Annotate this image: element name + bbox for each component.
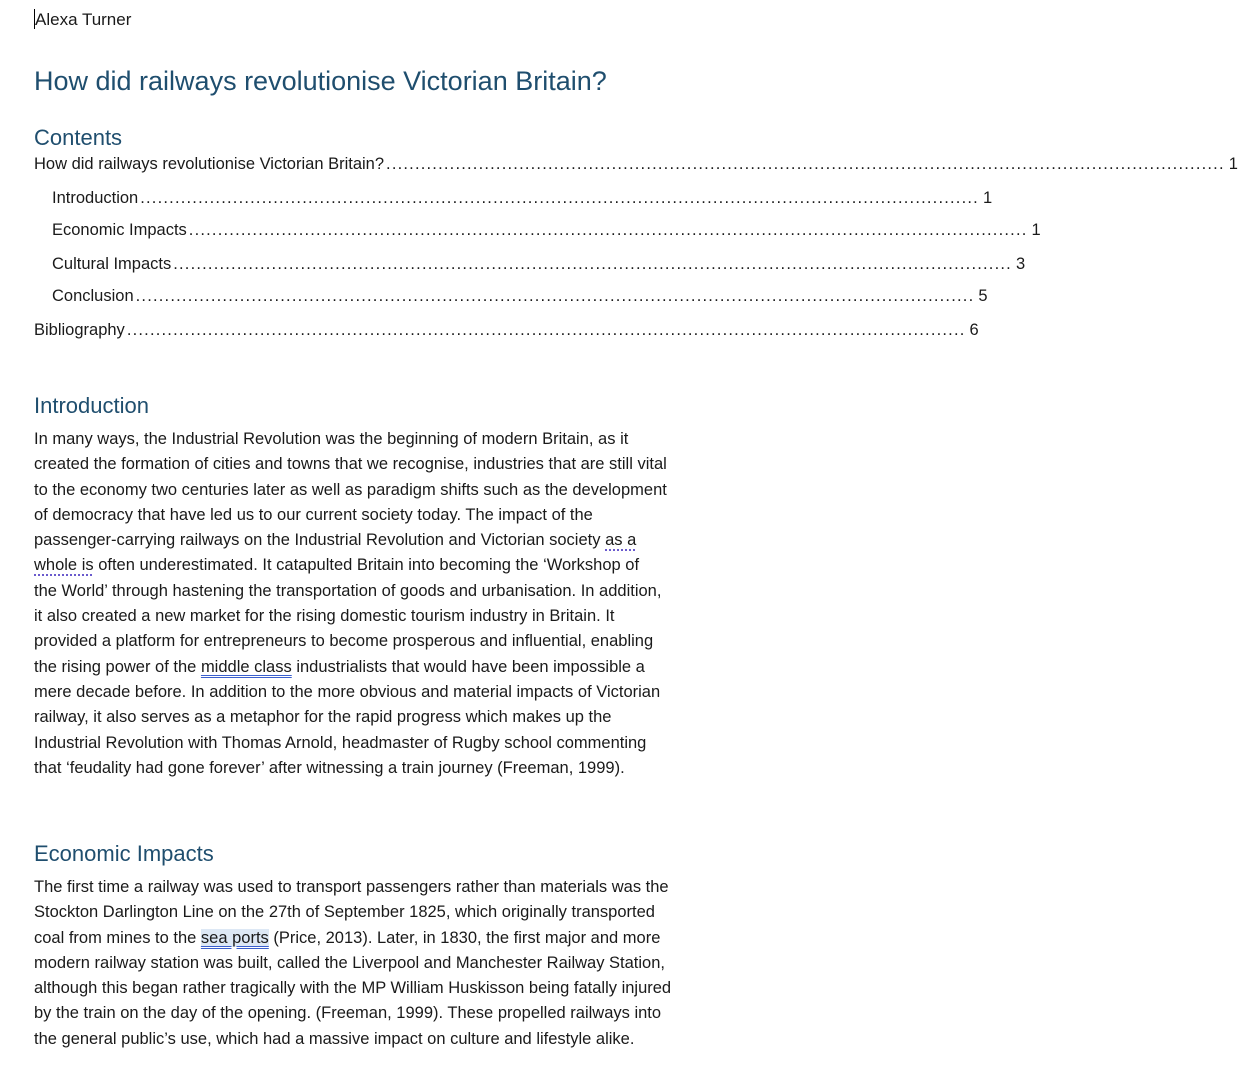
paragraph-line: [34, 604, 714, 629]
toc-dot-leader: .................................................................................................................................................: [135, 287, 975, 305]
paragraph-line: [34, 705, 714, 730]
text-run: the World’ through hastening the transportation of goods and urbanisation. In addition,: [34, 581, 662, 600]
toc-dot-leader: .................................................................................................................................................: [173, 255, 1012, 273]
toc-entry-page: 6: [969, 321, 979, 339]
economic-impacts-paragraph[interactable]: [34, 875, 714, 1052]
paragraph-line: [34, 1027, 714, 1052]
paragraph-line: [34, 553, 714, 578]
toc-entry[interactable]: [34, 319, 979, 341]
toc-entry-label: Conclusion: [52, 287, 134, 305]
author-name: Alexa Turner: [35, 10, 132, 29]
text-run: by the train on the day of the opening. (Freeman, 1999). These propelled railways into: [34, 1004, 662, 1023]
text-run: that ‘feudality had gone forever’ after witnessing a train journey (Freeman, 1999).: [34, 758, 625, 777]
document-title: How did railways revolutionise Victorian Britain?: [34, 66, 607, 96]
text-run: created the formation of cities and towns that we recognise, industries that are still vital: [34, 455, 667, 474]
toc-dot-leader: .................................................................................................................................................: [126, 321, 966, 339]
paragraph-line: [34, 629, 714, 654]
text-run: often underestimated. It catapulted Britain into becoming the ‘Workshop of: [93, 556, 640, 575]
paragraph-line: [34, 427, 714, 452]
text-run: the general public’s use, which had a massive impact on culture and lifestyle alike.: [34, 1029, 635, 1048]
text-run: provided a platform for entrepreneurs to become prosperous and influential, enabling: [34, 632, 654, 651]
text-run: mere decade before. In addition to the more obvious and material impacts of Victorian: [34, 682, 661, 701]
text-run: In many ways, the Industrial Revolution was the beginning of modern Britain, as it: [34, 430, 629, 448]
paragraph-line: [34, 478, 714, 503]
text-run: of democracy that have led us to our current society today. The impact of the: [34, 505, 593, 524]
text-run: although this began rather tragically with the MP William Huskisson being fatally injured: [34, 979, 672, 998]
toc-dot-leader: .................................................................................................................................................: [386, 155, 1225, 173]
text-run: (Price, 2013). Later, in 1830, the first major and more: [268, 928, 661, 947]
grammar-suggestion[interactable]: whole is: [34, 556, 94, 575]
text-run: industrialists that would have been impossible a: [291, 657, 645, 676]
introduction-paragraph[interactable]: [34, 427, 714, 781]
paragraph-line: [34, 900, 714, 925]
paragraph-line: [34, 655, 714, 680]
contents-heading: Contents: [34, 125, 123, 150]
toc-entry-label: How did railways revolutionise Victorian Britain?: [34, 155, 385, 173]
text-run: Industrial Revolution with Thomas Arnold, headmaster of Rugby school commenting: [34, 733, 647, 752]
paragraph-line: [34, 503, 714, 528]
paragraph-line: [34, 875, 714, 900]
text-run: modern railway station was built, called the Liverpool and Manchester Railway Station,: [34, 953, 665, 972]
grammar-suggestion[interactable]: as a: [605, 531, 637, 550]
text-run: it also created a new market for the rising domestic tourism industry in Britain. It: [34, 607, 615, 626]
toc-entry[interactable]: [52, 219, 1041, 241]
toc-entry-page: 1: [1228, 155, 1238, 173]
paragraph-line: [34, 452, 714, 477]
toc-entry-label: Economic Impacts: [52, 221, 187, 239]
text-run: coal from mines to the: [34, 928, 201, 947]
paragraph-line: [34, 926, 714, 951]
text-run: to the economy two centuries later as well as paradigm shifts such as the development: [34, 480, 667, 499]
economic-impacts-heading: Economic Impacts: [34, 841, 214, 866]
paragraph-line: [34, 1001, 714, 1026]
text-run: The first time a railway was used to transport passengers rather than materials was the: [34, 878, 669, 896]
paragraph-line: [34, 731, 714, 756]
text-run: railway, it also serves as a metaphor for the rapid progress which makes up the: [34, 708, 612, 727]
toc-entry[interactable]: [52, 285, 988, 307]
text-run: the rising power of the: [34, 657, 201, 676]
paragraph-line: [34, 528, 714, 553]
toc-entry[interactable]: [52, 187, 993, 209]
author-line[interactable]: [34, 9, 131, 31]
paragraph-line: [34, 756, 714, 781]
paragraph-line: [34, 951, 714, 976]
toc-entry-label: Cultural Impacts: [52, 255, 172, 273]
toc-entry-label: Introduction: [52, 189, 139, 207]
toc-entry-page: 1: [982, 189, 993, 207]
introduction-heading: Introduction: [34, 393, 149, 418]
style-suggestion[interactable]: middle class: [200, 657, 292, 676]
toc-entry-page: 3: [1015, 255, 1026, 273]
text-run: Stockton Darlington Line on the 27th of September 1825, which originally transported: [34, 903, 655, 922]
toc-entry-label: Bibliography: [34, 321, 125, 339]
paragraph-line: [34, 680, 714, 705]
paragraph-line: [34, 579, 714, 604]
toc-dot-leader: .................................................................................................................................................: [188, 221, 1028, 239]
toc-entry-page: 5: [978, 287, 988, 305]
toc-dot-leader: .................................................................................................................................................: [140, 189, 979, 207]
toc-entry[interactable]: [34, 153, 1238, 175]
paragraph-line: [34, 976, 714, 1001]
highlighted-suggestion[interactable]: sea ports: [200, 928, 269, 947]
toc-entry[interactable]: [52, 253, 1026, 275]
text-run: passenger-carrying railways on the Industrial Revolution and Victorian society: [34, 531, 606, 550]
toc-entry-page: 1: [1031, 221, 1041, 239]
